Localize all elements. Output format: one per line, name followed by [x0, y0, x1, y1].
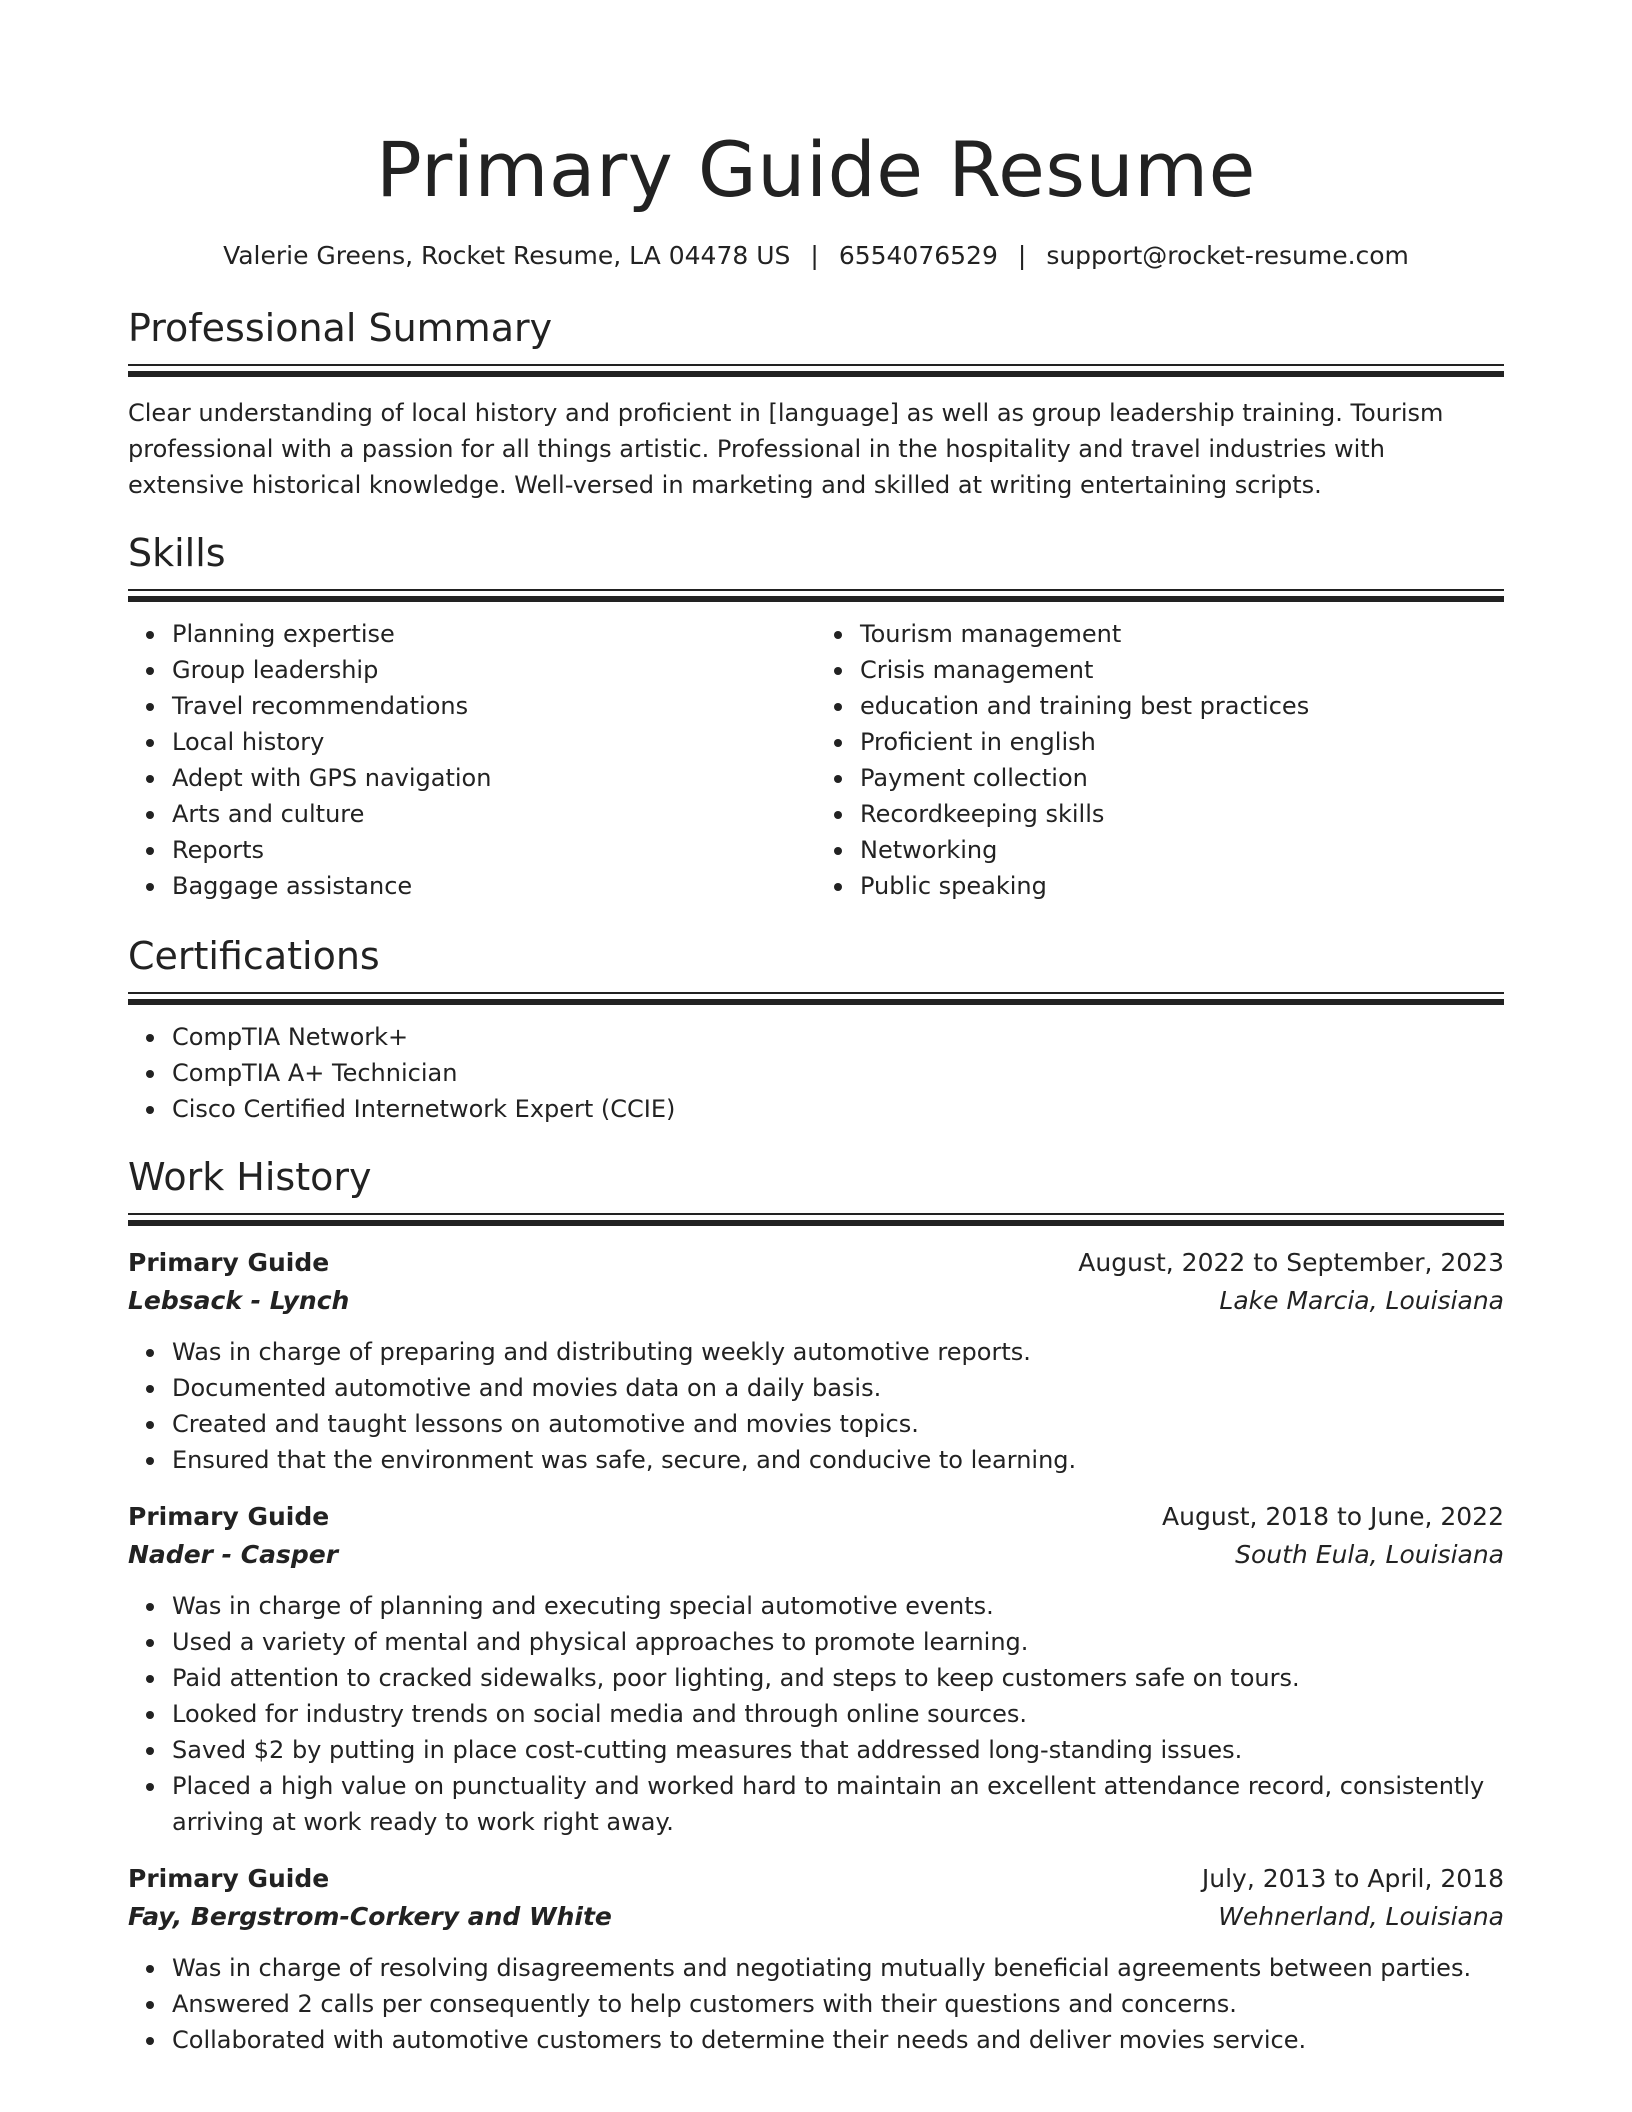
skill-item: Adept with GPS navigation	[172, 760, 816, 796]
contact-separator: |	[1017, 241, 1027, 270]
section-divider-thick	[128, 596, 1504, 602]
job-title: Primary Guide	[128, 1502, 330, 1531]
skill-item: Planning expertise	[172, 616, 816, 652]
job-dates: August, 2022 to September, 2023	[1078, 1248, 1504, 1277]
job-bullet: Used a variety of mental and physical approaches to promote learning.	[172, 1624, 1504, 1660]
job-location: Lake Marcia, Louisiana	[1219, 1286, 1504, 1315]
section-heading-skills: Skills	[128, 531, 226, 575]
resume-title: Primary Guide Resume	[376, 125, 1256, 214]
job-entry	[128, 1498, 1504, 1840]
job-entry	[128, 1244, 1504, 1478]
section-divider	[128, 1213, 1504, 1215]
job-bullet: Looked for industry trends on social media and through online sources.	[172, 1696, 1504, 1732]
job-bullet: Saved $2 by putting in place cost-cutting measures that addressed long-standing issues.	[172, 1732, 1504, 1768]
section-divider-thick	[128, 371, 1504, 377]
job-bullet: Documented automotive and movies data on a daily basis.	[172, 1370, 1504, 1406]
section-divider	[128, 589, 1504, 591]
section-heading-summary: Professional Summary	[128, 306, 553, 350]
contact-phone: 6554076529	[838, 241, 998, 270]
skill-item: Recordkeeping skills	[860, 796, 1504, 832]
skills-section	[128, 527, 1504, 904]
skill-item: Payment collection	[860, 760, 1504, 796]
job-bullet: Was in charge of preparing and distributing weekly automotive reports.	[172, 1334, 1504, 1370]
contact-email: support@rocket-resume.com	[1046, 241, 1409, 270]
skills-column-left	[128, 616, 816, 904]
job-bullet: Answered 2 calls per consequently to help customers with their questions and concerns.	[172, 1986, 1504, 2022]
job-bullet: Ensured that the environment was safe, secure, and conducive to learning.	[172, 1442, 1504, 1478]
job-company: Nader - Casper	[128, 1540, 339, 1569]
job-bullet: Placed a high value on punctuality and worked hard to maintain an excellent attendance record, consistently arriving at work ready to work right away.	[172, 1768, 1504, 1840]
section-divider	[128, 992, 1504, 994]
section-heading-certifications: Certifications	[128, 934, 380, 978]
job-company: Lebsack - Lynch	[128, 1286, 350, 1315]
skills-column-right	[816, 616, 1504, 904]
certifications-section	[128, 930, 1504, 1127]
skill-item: Local history	[172, 724, 816, 760]
section-divider	[128, 364, 1504, 366]
skill-item: Group leadership	[172, 652, 816, 688]
skills-columns	[128, 616, 1504, 904]
job-bullet: Was in charge of planning and executing special automotive events.	[172, 1588, 1504, 1624]
job-header	[128, 1244, 1504, 1282]
job-bullet: Collaborated with automotive customers to determine their needs and deliver movies service.	[172, 2022, 1504, 2058]
contact-address: Valerie Greens, Rocket Resume, LA 04478 US	[223, 241, 791, 270]
skill-item: Public speaking	[860, 868, 1504, 904]
contact-separator: |	[810, 241, 819, 270]
job-company: Fay, Bergstrom-Corkery and White	[128, 1902, 612, 1931]
job-dates: July, 2013 to April, 2018	[1201, 1864, 1504, 1893]
skill-item: Baggage assistance	[172, 868, 816, 904]
job-subheader	[128, 1536, 1504, 1574]
certification-item: Cisco Certified Internetwork Expert (CCIE)	[172, 1091, 1504, 1127]
job-title: Primary Guide	[128, 1248, 330, 1277]
work-history-section	[128, 1151, 1504, 2058]
section-divider-thick	[128, 1220, 1504, 1226]
skill-item: Proficient in english	[860, 724, 1504, 760]
certification-item: CompTIA Network+	[172, 1019, 1504, 1055]
contact-line	[128, 238, 1504, 274]
job-subheader	[128, 1282, 1504, 1320]
job-bullets	[128, 1334, 1504, 1478]
job-bullet: Created and taught lessons on automotive and movies topics.	[172, 1406, 1504, 1442]
job-header	[128, 1498, 1504, 1536]
job-bullet: Was in charge of resolving disagreements and negotiating mutually beneficial agreements between parties.	[172, 1950, 1504, 1986]
summary-section	[128, 302, 1504, 503]
skill-item: Tourism management	[860, 616, 1504, 652]
section-heading-work-history: Work History	[128, 1155, 372, 1199]
job-dates: August, 2018 to June, 2022	[1162, 1502, 1504, 1531]
job-bullet: Paid attention to cracked sidewalks, poor lighting, and steps to keep customers safe on tours.	[172, 1660, 1504, 1696]
job-entry	[128, 1860, 1504, 2058]
job-subheader	[128, 1898, 1504, 1936]
section-divider-thick	[128, 999, 1504, 1005]
certification-item: CompTIA A+ Technician	[172, 1055, 1504, 1091]
skill-item: education and training best practices	[860, 688, 1504, 724]
job-location: South Eula, Louisiana	[1235, 1540, 1504, 1569]
skill-item: Travel recommendations	[172, 688, 816, 724]
job-title: Primary Guide	[128, 1864, 330, 1893]
job-bullets	[128, 1588, 1504, 1840]
job-header	[128, 1860, 1504, 1898]
skill-item: Arts and culture	[172, 796, 816, 832]
certifications-list	[128, 1019, 1504, 1127]
job-bullets	[128, 1950, 1504, 2058]
summary-text: Clear understanding of local history and proficient in [language] as well as group leadership training. Tourism professional with a passion for all things artistic. Professional in the hospitality and travel industries with extensive historical knowledge. Well-versed in marketing and skilled at writing entertaining scripts.	[128, 399, 1444, 499]
skill-item: Crisis management	[860, 652, 1504, 688]
skill-item: Networking	[860, 832, 1504, 868]
skill-item: Reports	[172, 832, 816, 868]
job-location: Wehnerland, Louisiana	[1218, 1902, 1504, 1931]
